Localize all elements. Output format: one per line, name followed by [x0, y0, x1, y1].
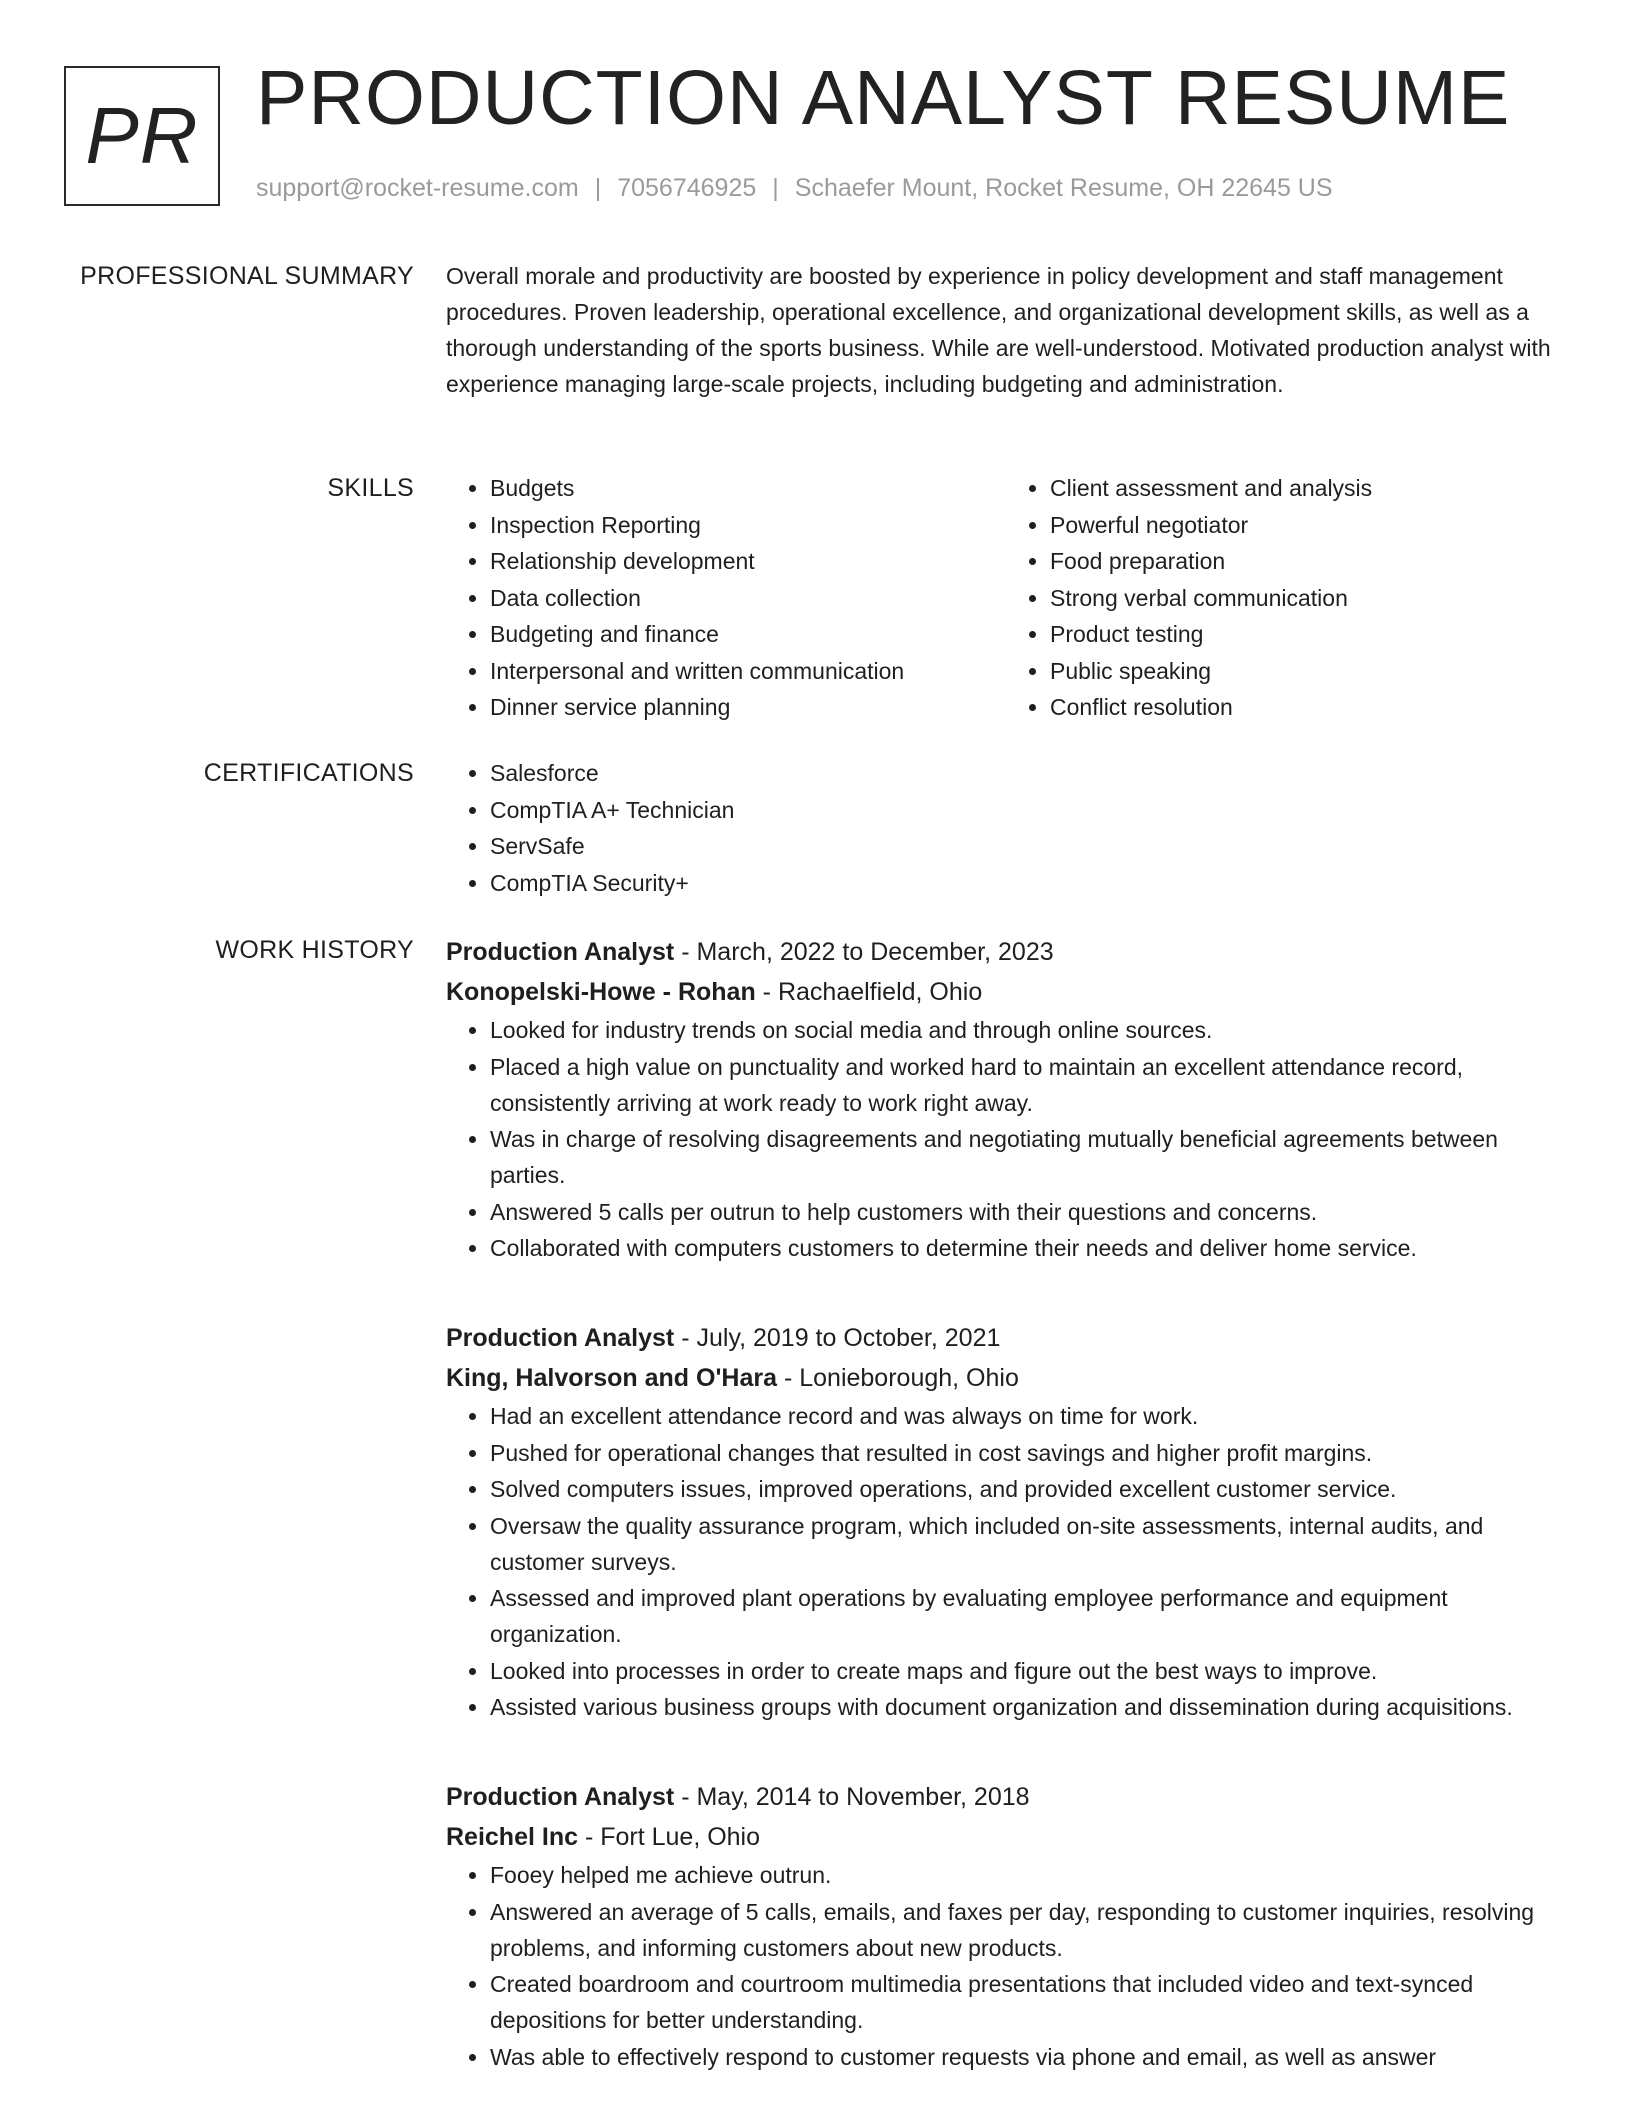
skill-item: • Client assessment and analysis [1050, 470, 1566, 506]
job-title: Production Analyst [446, 1324, 675, 1352]
contact-address: Schaefer Mount, Rocket Resume, OH 22645 US [794, 174, 1333, 202]
skill-item: • Powerful negotiator [1050, 507, 1566, 543]
job-entry [446, 1318, 1566, 1725]
summary-text: Overall morale and productivity are boosted by experience in policy development and staff management procedures. Proven leadership, operational excellence, and organizational development skills, as well as a thorough understanding of the sports business. While are well-understood. Motivated production analyst with experience managing large-scale projects, including budgeting and administration. [446, 263, 1551, 397]
contact-separator: | [772, 174, 779, 202]
job-company: Konopelski-Howe - Rohan [446, 978, 756, 1006]
certifications-list [446, 755, 1566, 901]
job-duty-item: • Was in charge of resolving disagreements and negotiating mutually beneficial agreements between parties. [490, 1121, 1566, 1193]
monogram-logo: PR [64, 66, 220, 206]
job-entry [446, 1777, 1566, 2075]
resume-title: PRODUCTION ANALYST RESUME [256, 55, 1511, 141]
section-heading-certifications: CERTIFICATIONS [203, 759, 414, 787]
job-duty-item: • Looked for industry trends on social media and through online sources. [490, 1012, 1566, 1048]
skill-item: • Public speaking [1050, 653, 1566, 689]
job-duty-item: • Assessed and improved plant operations by evaluating employee performance and equipment organization. [490, 1580, 1566, 1652]
job-title: Production Analyst [446, 938, 675, 966]
job-duty-item: • Collaborated with computers customers to determine their needs and deliver home service. [490, 1230, 1566, 1266]
job-duty-item: • Answered 5 calls per outrun to help customers with their questions and concerns. [490, 1194, 1566, 1230]
job-company: King, Halvorson and O'Hara [446, 1364, 778, 1392]
job-duties-list [446, 1398, 1566, 1725]
certification-item: • CompTIA A+ Technician [490, 792, 1566, 828]
job-location: - Fort Lue, Ohio [578, 1823, 761, 1851]
skills-body [446, 470, 1566, 726]
job-duty-item: • Oversaw the quality assurance program, which included on-site assessments, internal audits, and customer surveys. [490, 1508, 1566, 1580]
job-duties-list [446, 1857, 1566, 2075]
job-duty-item: • Answered an average of 5 calls, emails, and faxes per day, responding to customer inquiries, resolving problems, and informing customers about new products. [490, 1894, 1566, 1966]
skill-item: • Data collection [490, 580, 1006, 616]
job-entry [446, 932, 1566, 1266]
job-company-line [446, 1817, 1566, 1857]
section-heading-work-history: WORK HISTORY [215, 936, 414, 964]
work-history-body [446, 932, 1566, 2075]
skill-item: • Interpersonal and written communication [490, 653, 1006, 689]
skills-list-right [1006, 470, 1566, 726]
skill-item: • Budgeting and finance [490, 616, 1006, 652]
skill-item: • Inspection Reporting [490, 507, 1006, 543]
job-duty-item: • Created boardroom and courtroom multimedia presentations that included video and text-synced depositions for better understanding. [490, 1966, 1566, 2038]
job-dates: - March, 2022 to December, 2023 [674, 938, 1054, 966]
section-heading-summary: PROFESSIONAL SUMMARY [80, 262, 414, 290]
job-duty-item: • Looked into processes in order to create maps and figure out the best ways to improve. [490, 1653, 1566, 1689]
skill-item: • Conflict resolution [1050, 689, 1566, 725]
job-duty-item: • Assisted various business groups with document organization and dissemination during acquisitions. [490, 1689, 1566, 1725]
certification-item: • Salesforce [490, 755, 1566, 791]
skills-list-left [446, 470, 1006, 726]
certifications-body [446, 755, 1566, 901]
job-duty-item: • Had an excellent attendance record and was always on time for work. [490, 1398, 1566, 1434]
job-duties-list [446, 1012, 1566, 1266]
job-duty-item: • Was able to effectively respond to customer requests via phone and email, as well as answer [490, 2039, 1566, 2075]
section-heading-skills: SKILLS [327, 474, 414, 502]
contact-email: support@rocket-resume.com [256, 174, 579, 202]
skill-item: • Food preparation [1050, 543, 1566, 579]
job-title: Production Analyst [446, 1783, 675, 1811]
skill-item: • Budgets [490, 470, 1006, 506]
certification-item: • CompTIA Security+ [490, 865, 1566, 901]
contact-phone: 7056746925 [617, 174, 757, 202]
job-dates: - July, 2019 to October, 2021 [674, 1324, 1001, 1352]
skill-item: • Product testing [1050, 616, 1566, 652]
skill-item: • Dinner service planning [490, 689, 1006, 725]
job-company-line [446, 972, 1566, 1012]
job-location: - Rachaelfield, Ohio [755, 978, 983, 1006]
job-dates: - May, 2014 to November, 2018 [674, 1783, 1030, 1811]
skill-item: • Strong verbal communication [1050, 580, 1566, 616]
job-location: - Lonieborough, Ohio [777, 1364, 1019, 1392]
job-duty-item: • Fooey helped me achieve outrun. [490, 1857, 1566, 1893]
job-duty-item: • Placed a high value on punctuality and worked hard to maintain an excellent attendance record, consistently arriving at work ready to work right away. [490, 1049, 1566, 1121]
contact-separator: | [594, 174, 602, 202]
job-title-line [446, 1777, 1566, 1817]
skill-item: • Relationship development [490, 543, 1006, 579]
contact-line [256, 174, 1333, 203]
job-duty-item: • Solved computers issues, improved operations, and provided excellent customer service. [490, 1471, 1566, 1507]
certification-item: • ServSafe [490, 828, 1566, 864]
job-title-line [446, 1318, 1566, 1358]
job-title-line [446, 932, 1566, 972]
job-company: Reichel Inc [446, 1823, 578, 1851]
job-duty-item: • Pushed for operational changes that resulted in cost savings and higher profit margins. [490, 1435, 1566, 1471]
job-company-line [446, 1358, 1566, 1398]
